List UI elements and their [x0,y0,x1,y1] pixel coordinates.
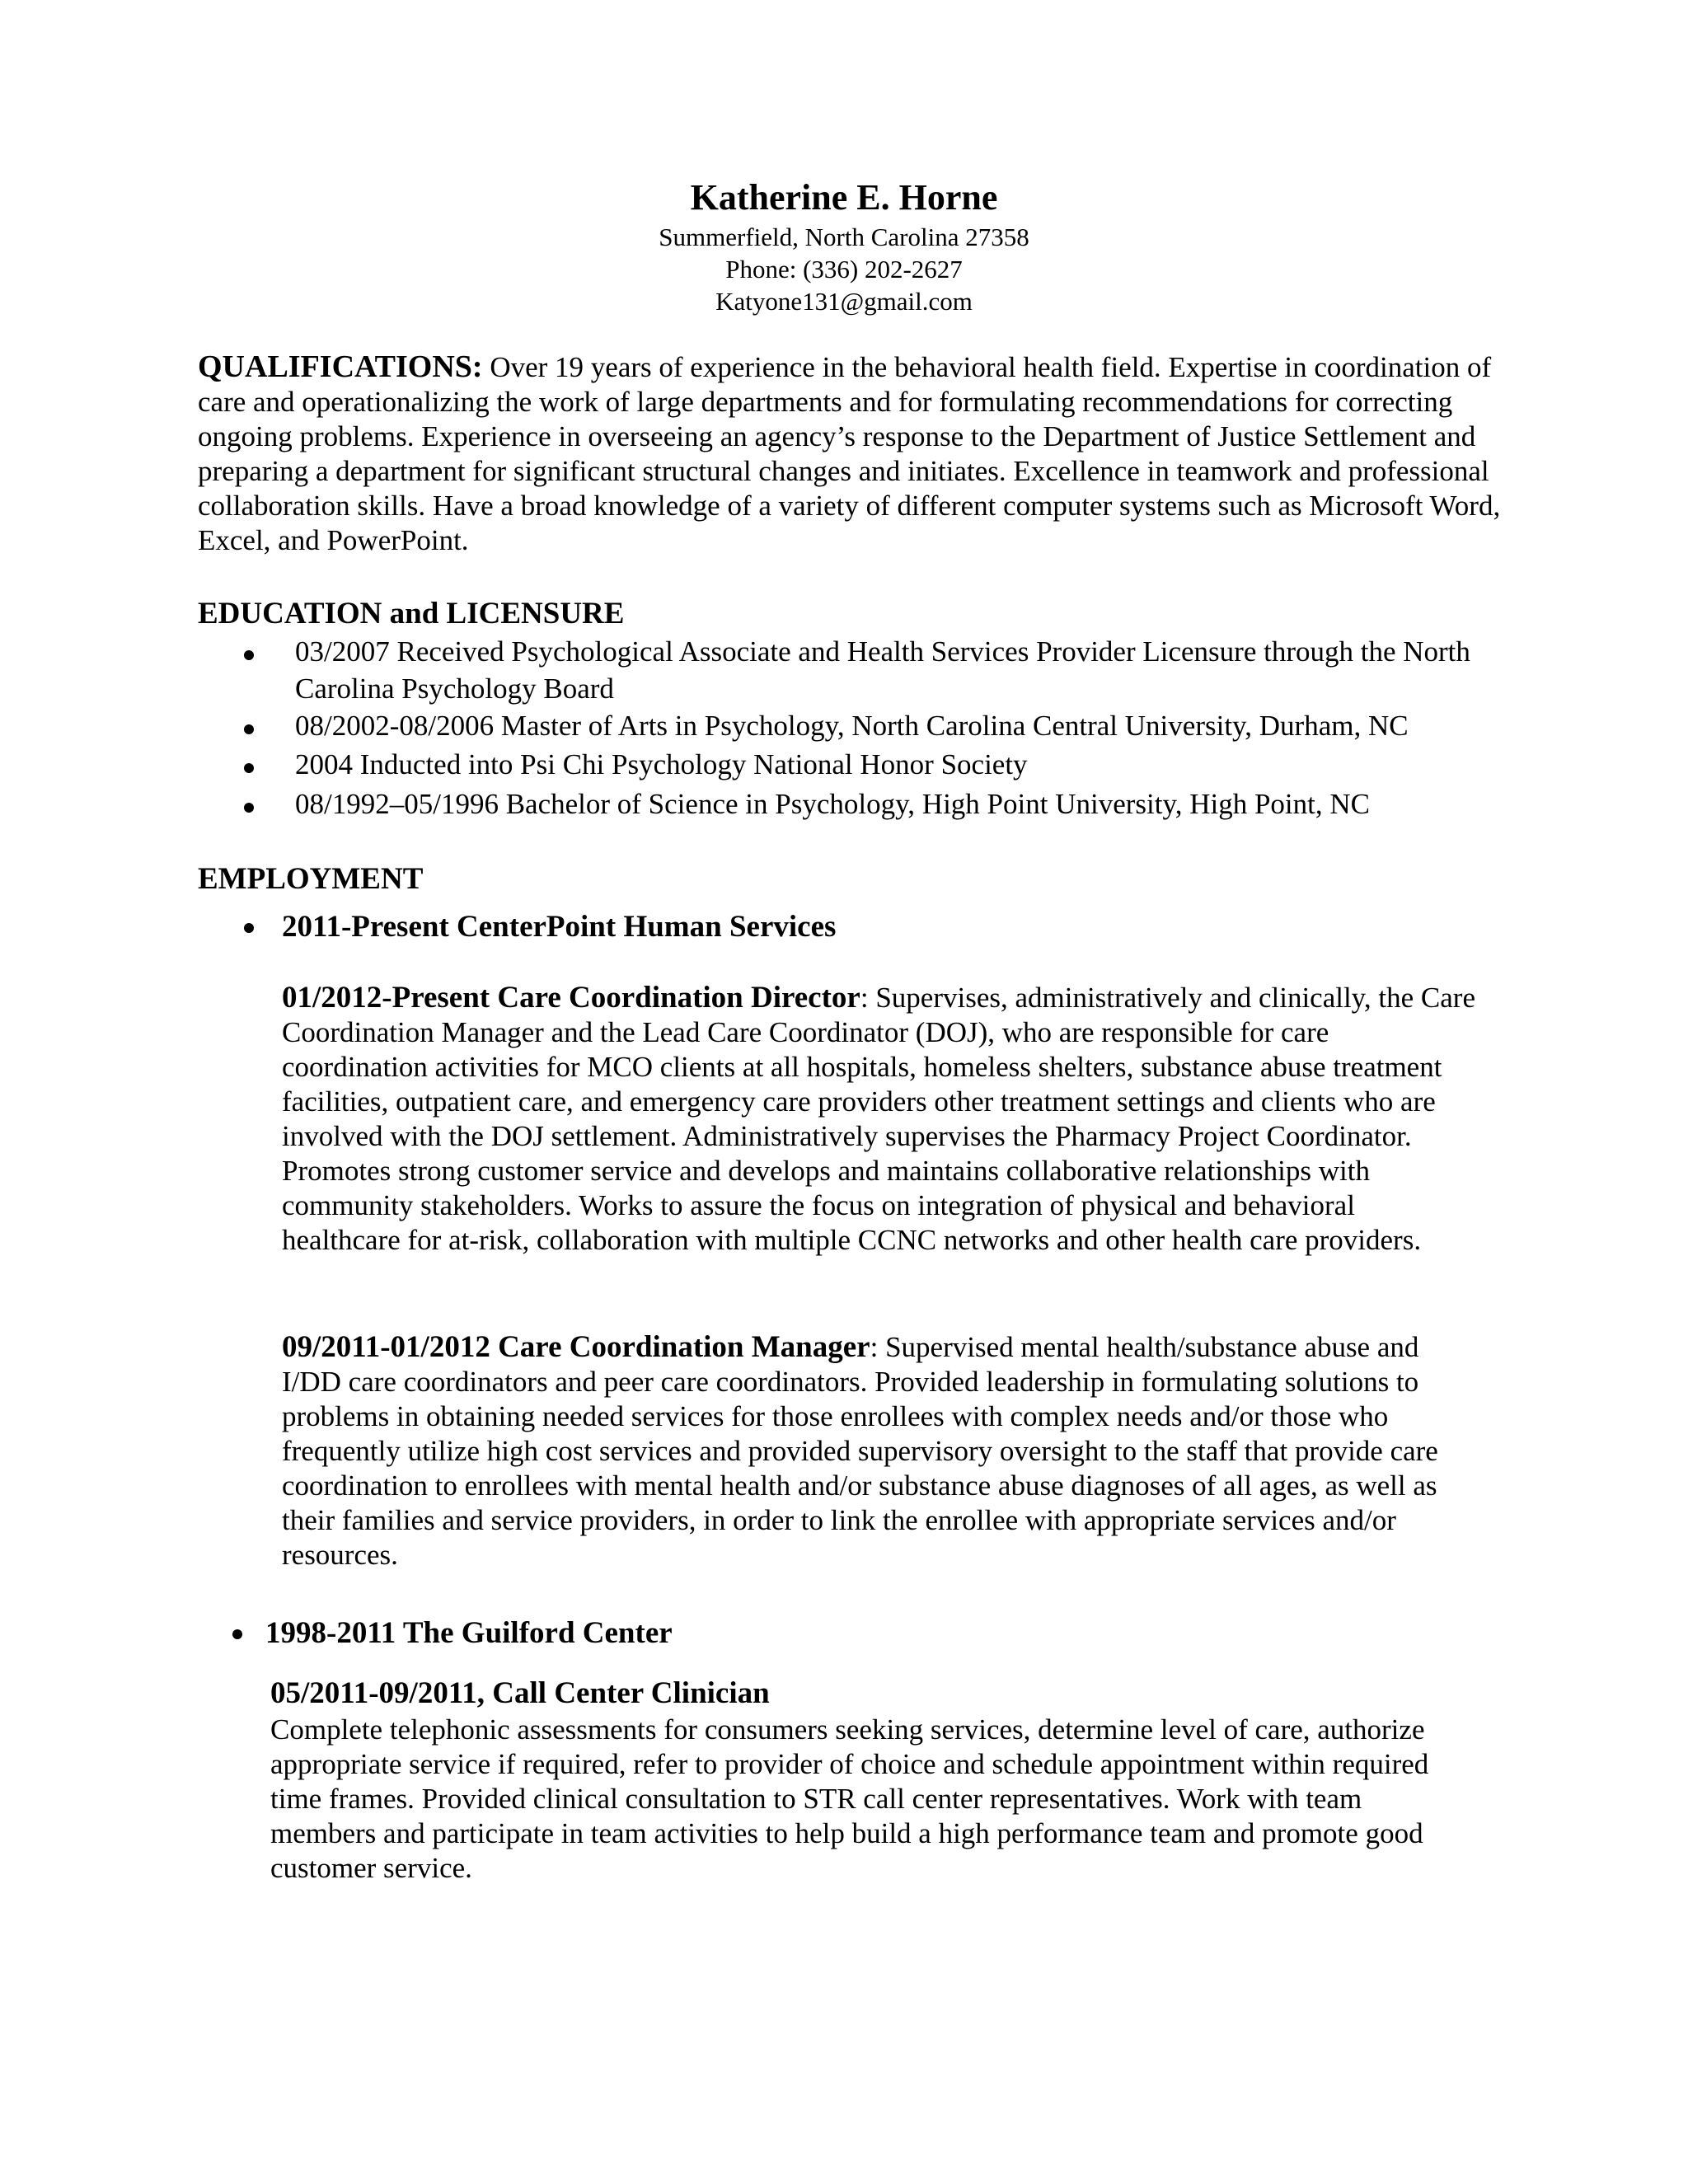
education-item: 03/2007 Received Psychological Associate and Health Services Provider Licensure through the North Carolina Psychology Board [295,635,1470,705]
education-item: 2004 Inducted into Psi Chi Psychology National Honor Society [295,748,1028,780]
bullet-icon [244,923,254,933]
email: Katyone131@gmail.com [715,287,973,316]
position-title: 01/2012-Present Care Coordination Director [282,981,860,1015]
qualifications-label: QUALIFICATIONS: [198,349,483,384]
employer-heading: 2011-Present CenterPoint Human Services [282,910,837,944]
bullet-icon [244,724,254,734]
resume-header [0,175,1688,317]
bullet-icon [244,803,254,813]
address: Summerfield, North Carolina 27358 [659,223,1029,251]
position-description: : Supervised mental health/substance abuse and I/DD care coordinators and peer care coordinators. Provided leadership in formulating solutions to problems in obtaining needed services for those enrollees with complex needs and/or those who frequently utilize high cost services and provided supervisory oversight to the staff that provide care coordination to enrollees with mental health and/or substance abuse diagnoses of all ages, as well as their families and service providers, in order to link the enrollee with appropriate services and/or resources. [282,1331,1438,1571]
employer-heading: 1998-2011 The Guilford Center [265,1616,673,1650]
position-title: 05/2011-09/2011, Call Center Clinician [270,1676,770,1710]
position-entry [282,981,1477,1258]
education-item: 08/2002-08/2006 Master of Arts in Psychology, North Carolina Central University, Durham, NC [295,710,1409,742]
position-title: 09/2011-01/2012 Care Coordination Manager [282,1330,870,1364]
position-description: Complete telephonic assessments for consumers seeking services, determine level of care, authorize appropriate service if required, refer to provider of choice and schedule appointment within required time frames. Provided clinical consultation to STR call center representatives. Work with team members and participate in team activities to help build a high performance team and promote good customer service. [270,1713,1429,1884]
bullet-icon [244,763,254,773]
education-item: 08/1992–05/1996 Bachelor of Science in Psychology, High Point University, High Point, NC [295,788,1370,820]
position-description: : Supervises, administratively and clinically, the Care Coordination Manager and the Lead Care Coordinator (DOJ), who are responsible for care coordination activities for MCO clients at all hospitals, homeless shelters, substance abuse treatment facilities, outpatient care, and emergency care providers other treatment settings and clients who are involved with the DOJ settlement. Administratively supervises the Pharmacy Project Coordinator. Promotes strong customer service and develops and maintains collaborative relationships with community stakeholders. Works to assure the focus on integration of physical and behavioral healthcare for at-risk, collaboration with multiple CCNC networks and other health care providers. [282,982,1475,1256]
phone: Phone: (336) 202-2627 [725,255,963,284]
qualifications-text: Over 19 years of experience in the behavioral health field. Expertise in coordination of care and operationalizing the work of large departments and for formulating recommendations for correcting ongoing problems. Experience in overseeing an agency’s response to the Department of Justice Settlement and preparing a department for significant structural changes and initiates. Excellence in teamwork and professional collaboration skills. Have a broad knowledge of a variety of different computer systems such as Microsoft Word, Excel, and PowerPoint. [198,351,1501,556]
position-entry [282,1330,1477,1572]
education-title: EDUCATION and LICENSURE [198,597,625,630]
candidate-name: Katherine E. Horne [690,177,998,218]
qualifications-section [198,349,1517,558]
employment-title: EMPLOYMENT [198,862,424,896]
bullet-icon [232,1629,242,1639]
bullet-icon [244,650,254,660]
